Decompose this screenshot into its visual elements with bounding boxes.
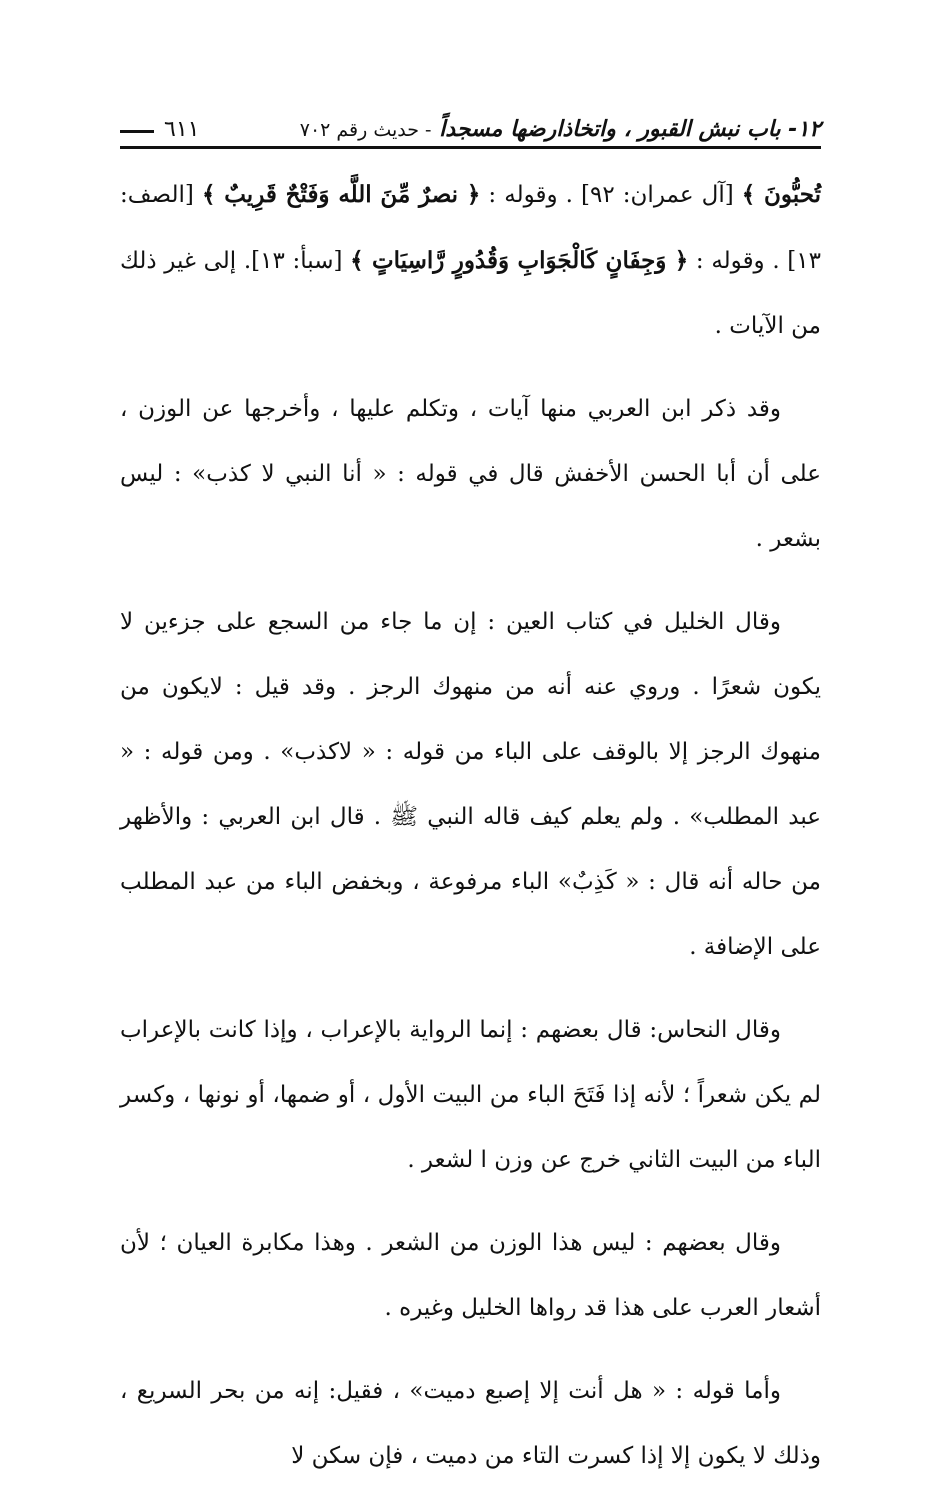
paragraph-5: وقال بعضهم : ليس هذا الوزن من الشعر . وهذا مكابرة العيان ؛ لأن أشعار العرب على هذا قد رواها الخليل وغيره . bbox=[120, 1230, 821, 1321]
citation-al-imran: [آل عمران: ٩٢] . وقوله : bbox=[480, 182, 742, 208]
page-number-block bbox=[120, 117, 199, 142]
paragraph-4: وقال النحاس: قال بعضهم : إنما الرواية بالإعراب ، وإذا كانت بالإعراب لم يكن شعراً ؛ لأنه إذا فَتَحَ الباء من البيت الأول ، أو ضمها، أو نونها ، وكسر الباء من البيت الثاني خرج عن وزن ا لشعر . bbox=[120, 1017, 821, 1173]
page-number: ٦١١ bbox=[164, 117, 200, 142]
header-rule bbox=[120, 146, 821, 149]
quran-verse-saba: ﴿ وَجِفَانٍ كَالْجَوَابِ وَقُدُورٍ رَّاسِيَاتٍ ﴾ bbox=[350, 247, 689, 274]
citation-saff: [الصف: ١٣] . وقوله : bbox=[120, 182, 821, 274]
quran-verse-saff: ﴿ نصرٌ مِّنَ اللَّه وَفَتْحٌ قَرِيبٌ ﴾ bbox=[201, 181, 481, 208]
running-header bbox=[120, 100, 821, 142]
chapter-title-text: ١٢- باب نبش القبور ، واتخاذارضها مسجداً bbox=[439, 117, 821, 142]
paragraph-1 bbox=[120, 162, 821, 359]
quran-verse-ending: تُحبُّونَ ﴾ bbox=[741, 181, 821, 208]
paragraph-2: وقد ذكر ابن العربي منها آيات ، وتكلم عليها ، وأخرجها عن الوزن ، على أن أبا الحسن الأخفش قال في قوله : « أنا النبي لا كذب» : ليس بشعر . bbox=[120, 396, 821, 552]
citation-saba: [سبأ: ١٣]. إلى غير ذلك من الآيات . bbox=[120, 248, 821, 339]
paragraph-6: وأما قوله : « هل أنت إلا إصبع دميت» ، فقيل: إنه من بحر السريع ، وذلك لا يكون إلا إذا كسرت التاء من دميت ، فإن سكن لا bbox=[120, 1378, 821, 1469]
paragraph-3: وقال الخليل في كتاب العين : إن ما جاء من السجع على جزءين لا يكون شعرًا . وروي عنه أنه من منهوك الرجز . وقد قيل : لايكون من منهوك الرجز إلا بالوقف على الباء من قوله : « لاكذب» . ومن قوله : « عبد المطلب» . ولم يعلم كيف قاله النبي ﷺ . قال ابن العربي : والأظهر من حاله أنه قال : « كَذِبٌ» الباء مرفوعة ، وبخفض الباء من عبد المطلب على الإضافة . bbox=[120, 609, 821, 960]
chapter-title bbox=[300, 117, 821, 142]
hadith-number: - حديث رقم ٧٠٢ bbox=[299, 119, 432, 141]
page-number-dash bbox=[120, 130, 154, 133]
main-text bbox=[120, 162, 821, 1507]
